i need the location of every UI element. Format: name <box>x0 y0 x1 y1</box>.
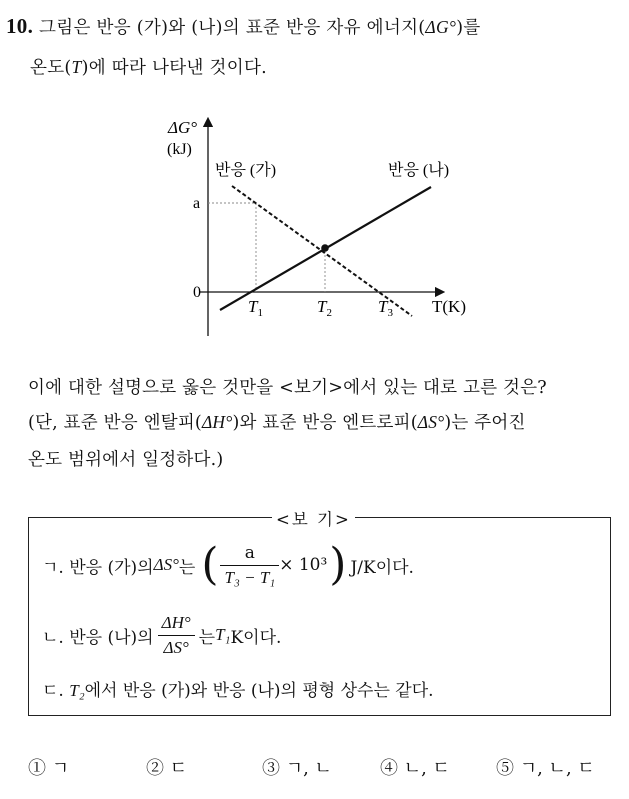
item1-multiplier: × 10³ <box>279 555 328 575</box>
item2-t1: T₁ <box>215 625 231 644</box>
item2-mid: 는 <box>198 627 216 648</box>
item1-delta-s: ΔS° <box>153 555 179 574</box>
bogi-item-2 <box>42 607 281 663</box>
item2-prefix: ㄴ. 반응 (나)의 <box>42 627 154 648</box>
tick-label-zero: 0 <box>193 284 201 301</box>
y-axis-label: ΔG° <box>168 118 198 137</box>
answer-choices <box>0 754 629 780</box>
item1-fraction <box>220 543 279 588</box>
tick-label-t3: $T_3$ <box>378 297 393 319</box>
instruction-line-1: 이에 대한 설명으로 옳은 것만을 <보기>에서 있는 대로 고른 것은? <box>28 378 547 398</box>
choice-3[interactable]: ③ ㄱ, ㄴ <box>262 758 332 779</box>
question-text-1-end: )를 <box>456 18 481 38</box>
tick-label-t2: $T_2$ <box>317 297 332 319</box>
label-reaction-ga: 반응 (가) <box>215 162 277 179</box>
choice-5[interactable]: ⑤ ㄱ, ㄴ, ㄷ <box>496 758 595 779</box>
item1-mid: 는 <box>178 557 196 578</box>
instruction-text-2b: )와 표준 반응 엔트로피( <box>232 413 418 433</box>
bogi-item-1 <box>42 537 414 593</box>
instruction-line-2 <box>28 409 526 434</box>
choice-2[interactable]: ② ㄷ <box>146 758 188 779</box>
item2-denominator: ΔS° <box>163 637 189 657</box>
x-axis-label: T(K) <box>432 297 466 316</box>
item1-prefix: ㄱ. 반응 (가)의 <box>42 557 154 578</box>
item2-fraction <box>158 613 195 658</box>
item2-numerator: ΔH° <box>158 613 195 636</box>
intersection-point <box>321 244 329 252</box>
instruction-text-2a: (단, 표준 반응 엔탈피( <box>28 413 202 433</box>
instruction-text-2c: )는 주어진 <box>444 413 526 433</box>
item1-unit: J/K이다. <box>350 557 414 578</box>
tick-label-a: a <box>193 195 201 212</box>
delta-g-vs-temperature-graph <box>0 0 629 360</box>
bogi-item-3 <box>42 676 434 701</box>
tick-label-t1: $T_1$ <box>248 297 263 319</box>
delta-s-symbol: ΔS° <box>417 412 445 432</box>
item1-right-paren: ) <box>329 539 347 590</box>
bogi-title: <보 기> <box>272 506 355 530</box>
question-text-1: 그림은 반응 (가)와 (나)의 표준 반응 자유 에너지( <box>39 18 426 38</box>
delta-h-symbol: ΔH° <box>201 412 233 432</box>
question-number: 10. <box>6 14 34 38</box>
item1-left-paren: ( <box>201 539 219 590</box>
question-text-2a: 온도( <box>30 58 72 78</box>
instruction-line-3: 온도 범위에서 일정하다.) <box>28 450 224 470</box>
y-axis-unit: (kJ) <box>167 141 192 158</box>
question-text-2b: )에 따라 나타낸 것이다. <box>81 58 268 78</box>
item3-text: 에서 반응 (가)와 반응 (나)의 평형 상수는 같다. <box>84 681 434 701</box>
delta-g-symbol: ΔG° <box>425 17 457 37</box>
item3-prefix: ㄷ. <box>42 681 70 701</box>
item1-numerator: a <box>220 543 279 566</box>
item3-t2: T₂ <box>69 681 85 700</box>
label-reaction-na: 반응 (나) <box>388 162 450 179</box>
temperature-symbol: T <box>71 57 82 77</box>
choice-4[interactable]: ④ ㄴ, ㄷ <box>380 758 450 779</box>
item2-unit: K이다. <box>230 627 282 648</box>
item1-denominator: T₃ − T₁ <box>224 567 276 587</box>
choice-1[interactable]: ① ㄱ <box>28 758 70 779</box>
